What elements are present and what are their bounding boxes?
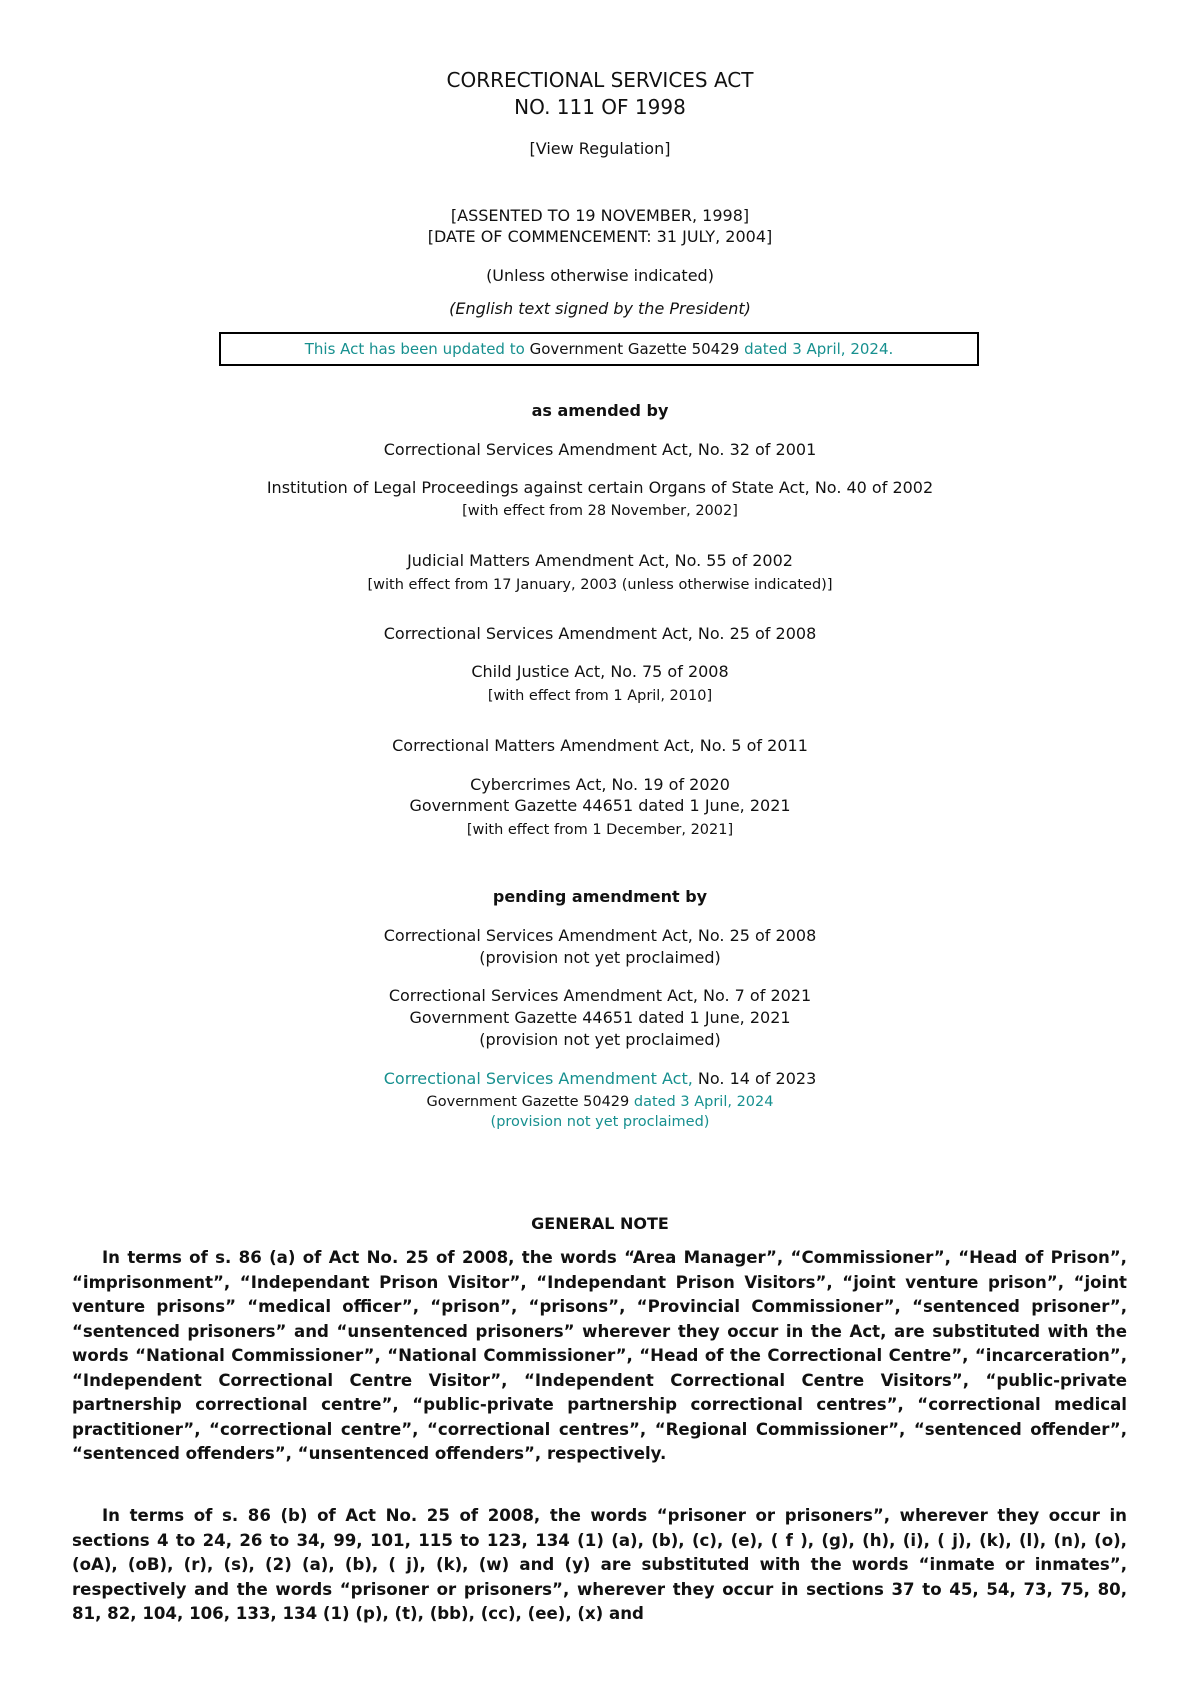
amendment-item[interactable]: Correctional Matters Amendment Act, No. 5 of 2011 bbox=[392, 736, 808, 755]
amendment-item[interactable]: Child Justice Act, No. 75 of 2008 bbox=[471, 662, 729, 681]
pending-item[interactable]: Correctional Services Amendment Act, No. 7 of 2021 bbox=[388, 986, 812, 1005]
general-note-paragraph: In terms of s. 86 (b) of Act No. 25 of 2008, the words “prisoner or prisoners”, wherever they occur in sections 4 to 24, 26 to 34, 99, 101, 115 to 123, 134 (1) (a), (b), (c), (e), ( f ), (g), (h), (i), ( j), (k), (l), (n), (o), (oA), (oB), (r), (s), (2) (a), (b), ( j), (k), (w) and (y) are substituted with the words “inmate or inmates”, respectively and the words “prisoner or prisoners”, wherever they occur in sections 37 to 45, 54, 73, 75, 80, 81, 82, 104, 106, 133, 134 (1) (p), (t), (bb), (cc), (ee), (x) and bbox=[72, 1506, 1127, 1623]
pending-status: (provision not yet proclaimed) bbox=[479, 948, 721, 967]
unless-note: (Unless otherwise indicated) bbox=[486, 266, 714, 285]
amendment-note: [with effect from 1 April, 2010] bbox=[487, 688, 713, 704]
pending-gazette-date: dated 3 April, 2024 bbox=[633, 1094, 774, 1110]
pending-gazette: Government Gazette 44651 dated 1 June, 2021 bbox=[409, 1008, 791, 1027]
amendment-item[interactable]: Judicial Matters Amendment Act, No. 55 of 2002 bbox=[407, 551, 793, 570]
assented-date: [ASSENTED TO 19 NOVEMBER, 1998] bbox=[450, 206, 750, 225]
update-gazette: Government Gazette 50429 bbox=[529, 340, 740, 358]
update-suffix: dated 3 April, 2024. bbox=[744, 340, 894, 358]
commencement-date: [DATE OF COMMENCEMENT: 31 JULY, 2004] bbox=[427, 227, 773, 246]
pending-item[interactable] bbox=[0, 1068, 1200, 1090]
pending-status: (provision not yet proclaimed) bbox=[479, 1030, 721, 1049]
amendment-note: [with effect from 17 January, 2003 (unless otherwise indicated)] bbox=[367, 577, 833, 593]
update-prefix: This Act has been updated to bbox=[304, 340, 525, 358]
amendment-note: [with effect from 1 December, 2021] bbox=[466, 822, 734, 838]
pending-item[interactable]: Correctional Services Amendment Act, No. 25 of 2008 bbox=[383, 926, 817, 945]
pending-gazette-number: Government Gazette 50429 bbox=[426, 1094, 630, 1110]
amendment-note: [with effect from 28 November, 2002] bbox=[462, 503, 738, 519]
act-number: NO. 111 OF 1998 bbox=[514, 95, 686, 119]
signed-note: (English text signed by the President) bbox=[449, 299, 751, 318]
general-note-paragraph: In terms of s. 86 (a) of Act No. 25 of 2008, the words “Area Manager”, “Commissioner”, “Head of Prison”, “imprisonment”, “Independant Prison Visitor”, “Independant Prison Visitors”, “joint venture prison”, “joint venture prisons” “medical officer”, “prison”, “prisons”, “Provincial Commissioner”, “sentenced prisoner”, “sentenced prisoners” and “unsentenced prisoners” wherever they occur in the Act, are substituted with the words “National Commissioner”, “National Commissioner”, “Head of the Correctional Centre”, “incarceration”, “Independent Correctional Centre Visitor”, “Independent Correctional Centre Visitors”, “public-private partnership correctional centre”, “public-private partnership correctional centres”, “correctional medical practitioner”, “correctional centre”, “correctional centres”, “Regional Commissioner”, “sentenced offender”, “sentenced offenders”, “unsentenced offenders”, respectively. bbox=[72, 1248, 1127, 1463]
act-title: CORRECTIONAL SERVICES ACT bbox=[446, 68, 754, 92]
amendment-item[interactable]: Correctional Services Amendment Act, No. 25 of 2008 bbox=[383, 624, 817, 643]
pending-status: (provision not yet proclaimed) bbox=[490, 1114, 710, 1130]
amendment-gazette: Government Gazette 44651 dated 1 June, 2021 bbox=[409, 796, 791, 815]
amendment-item[interactable]: Correctional Services Amendment Act, No. 32 of 2001 bbox=[383, 440, 817, 459]
pending-heading: pending amendment by bbox=[492, 887, 708, 906]
pending-title-link[interactable]: Correctional Services Amendment Act, bbox=[383, 1069, 693, 1088]
pending-gazette bbox=[0, 1092, 1200, 1112]
amendment-item[interactable]: Institution of Legal Proceedings against certain Organs of State Act, No. 40 of 2002 bbox=[266, 478, 934, 497]
view-regulation-link[interactable]: [View Regulation] bbox=[529, 139, 671, 158]
pending-title-rest: No. 14 of 2023 bbox=[697, 1069, 817, 1088]
general-note-heading: GENERAL NOTE bbox=[531, 1214, 669, 1233]
update-notice-box bbox=[219, 332, 979, 366]
amended-heading: as amended by bbox=[531, 401, 669, 420]
amendment-item[interactable]: Cybercrimes Act, No. 19 of 2020 bbox=[470, 775, 730, 794]
